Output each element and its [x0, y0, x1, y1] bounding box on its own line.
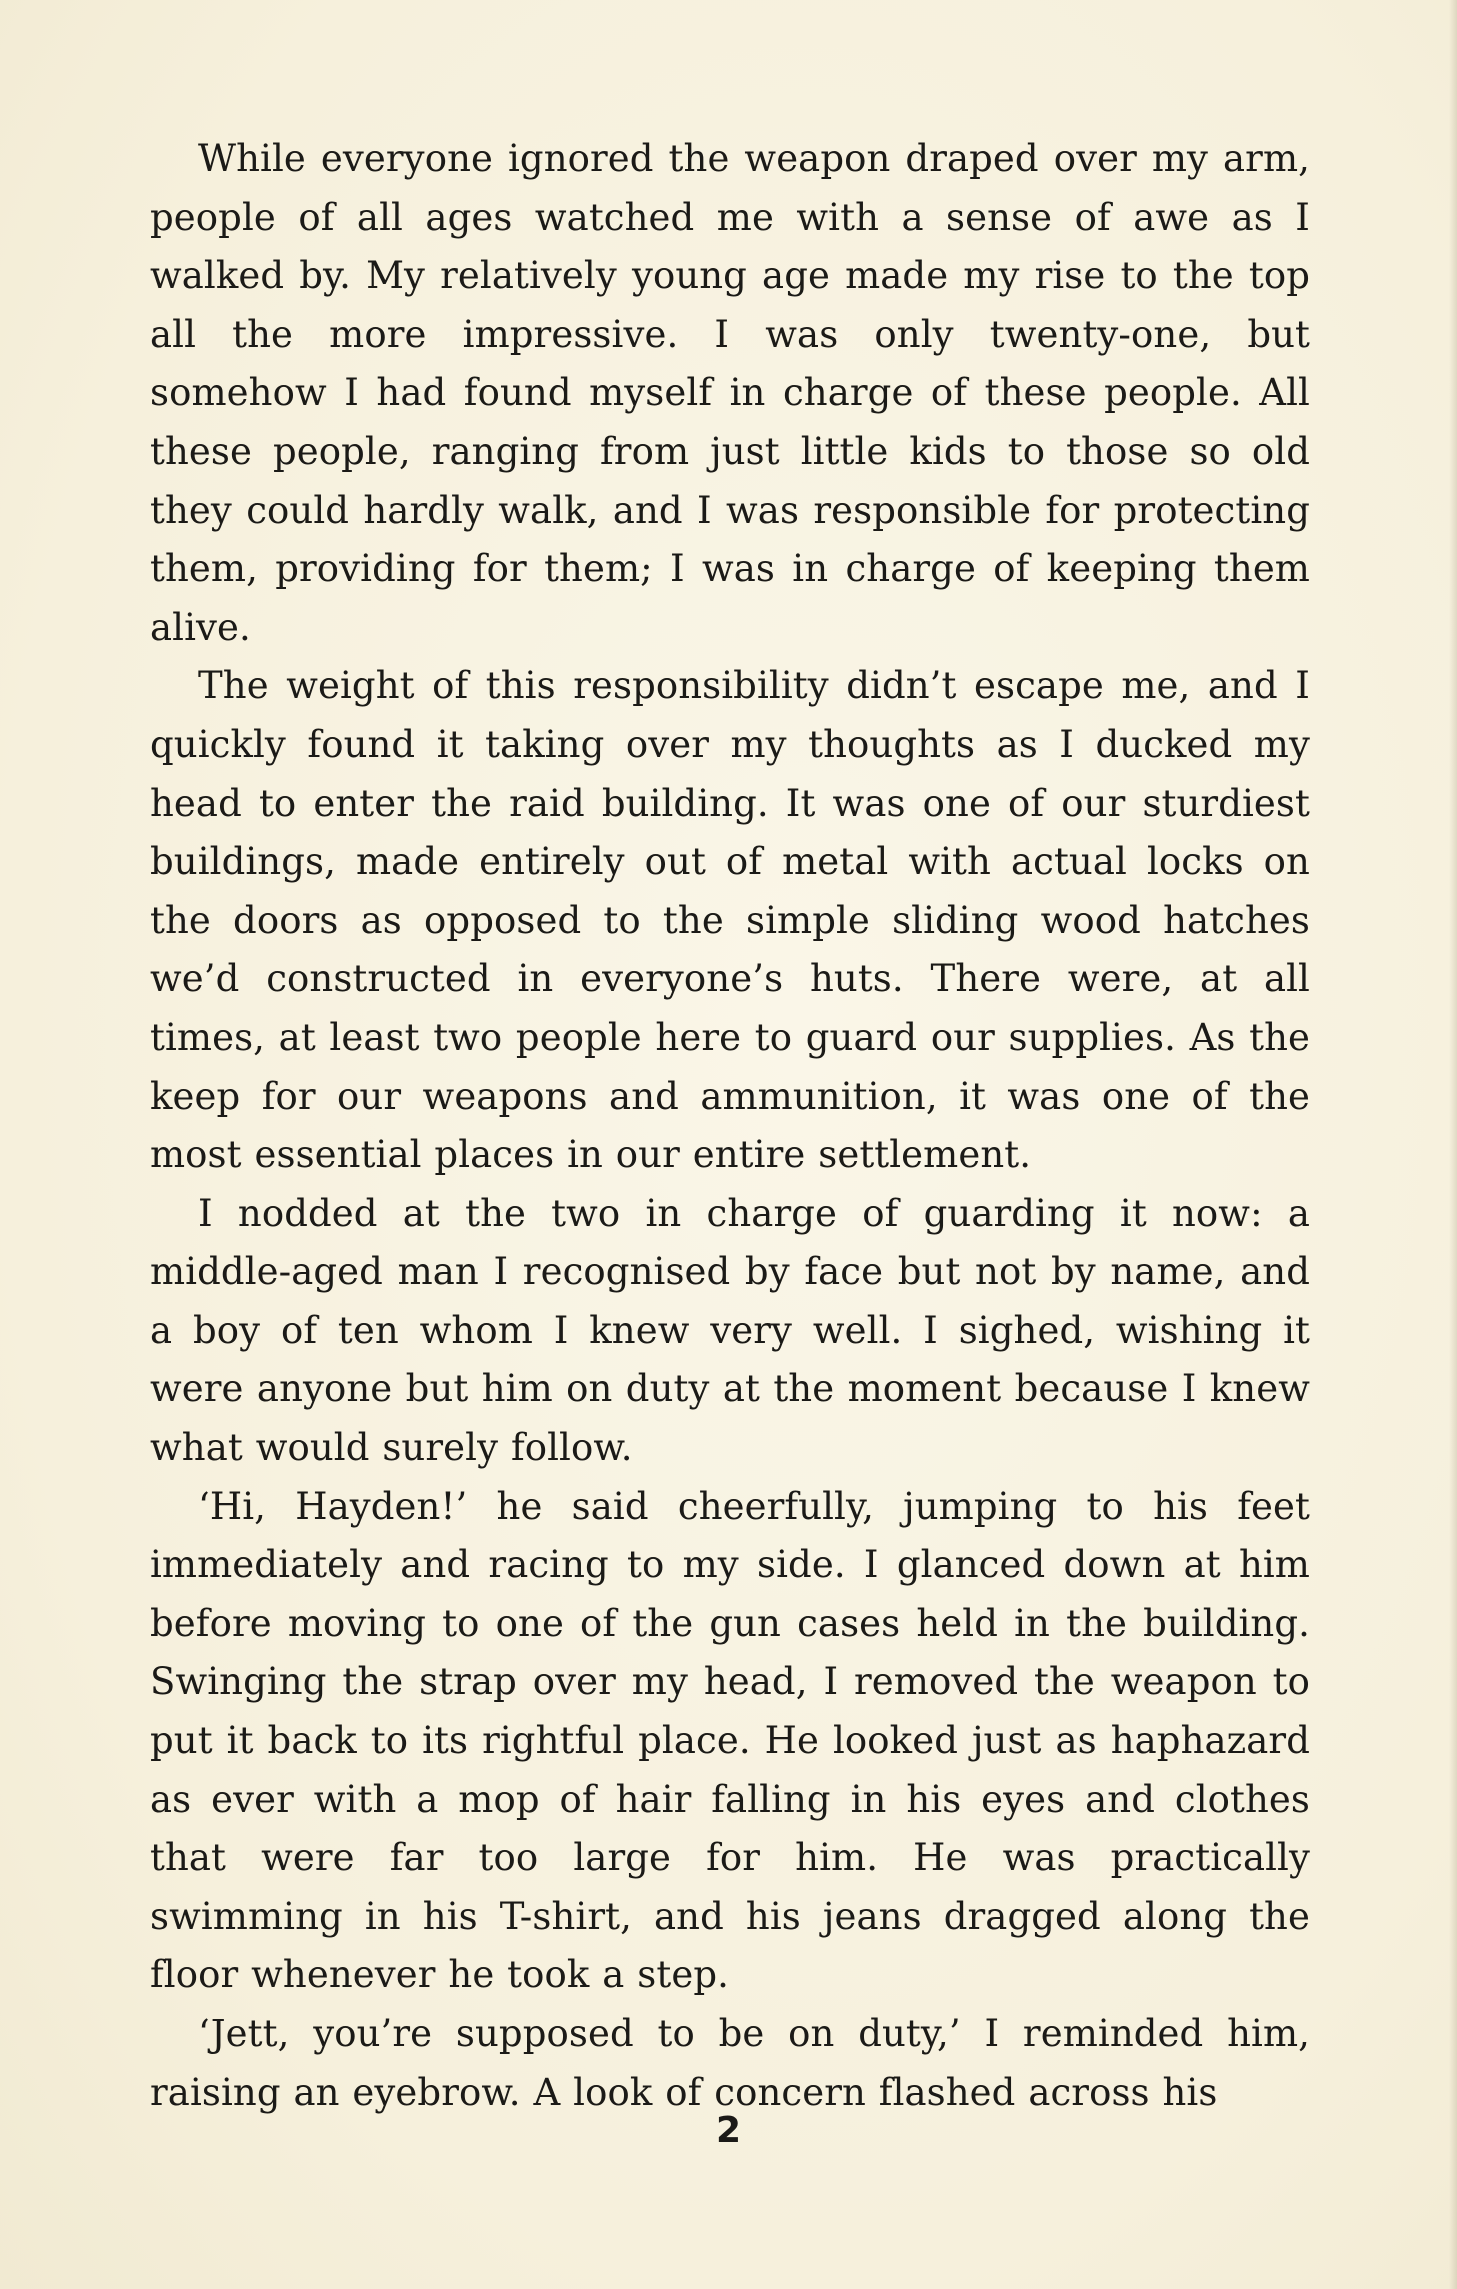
body-text [150, 130, 1310, 2122]
page-number: 2 [715, 2110, 742, 2151]
paragraph-2: The weight of this responsibility didn’t escape me, and I quickly found it taking over my thoughts as I ducked my head to enter the raid building. It was one of our sturdiest buildings, made entirely out of metal with actual locks on the doors as opposed to the simple sliding wood hatches we’d constructed in everyone’s huts. There were, at all times, at least two people here to guard our supplies. As the keep for our weapons and ammunition, it was one of the most essential places in our entire settlement. [150, 664, 1310, 1177]
page-edge-shadow [1449, 0, 1457, 2289]
paragraph-3: I nodded at the two in charge of guarding it now: a middle-aged man I recognised by face but not by name, and a boy of ten whom I knew very well. I sighed, wishing it were anyone but him on duty at the moment because I knew what would surely follow. [150, 1191, 1310, 1470]
paragraph-4: ‘Hi, Hayden!’ he said cheerfully, jumping to his feet immediately and racing to my side. I glanced down at him before moving to one of the gun cases held in the building. Swinging the strap over my head, I removed the weapon to put it back to its rightful place. He looked just as haphazard as ever with a mop of hair falling in his eyes and clothes that were far too large for him. He was practically swimming in his T-shirt, and his jeans dragged along the floor whenever he took a step. [150, 1484, 1310, 1997]
paragraph-1: While everyone ignored the weapon draped over my arm, people of all ages watched me with a sense of awe as I walked by. My relatively young age made my rise to the top all the more impressive. I was only twenty-one, but somehow I had found myself in charge of these people. All these people, ranging from just little kids to those so old they could hardly walk, and I was responsible for protecting them, providing for them; I was in charge of keeping them alive. [150, 137, 1310, 649]
paragraph-5: ‘Jett, you’re supposed to be on duty,’ I reminded him, raising an eyebrow. A look of concern flashed across his [150, 2012, 1310, 2114]
